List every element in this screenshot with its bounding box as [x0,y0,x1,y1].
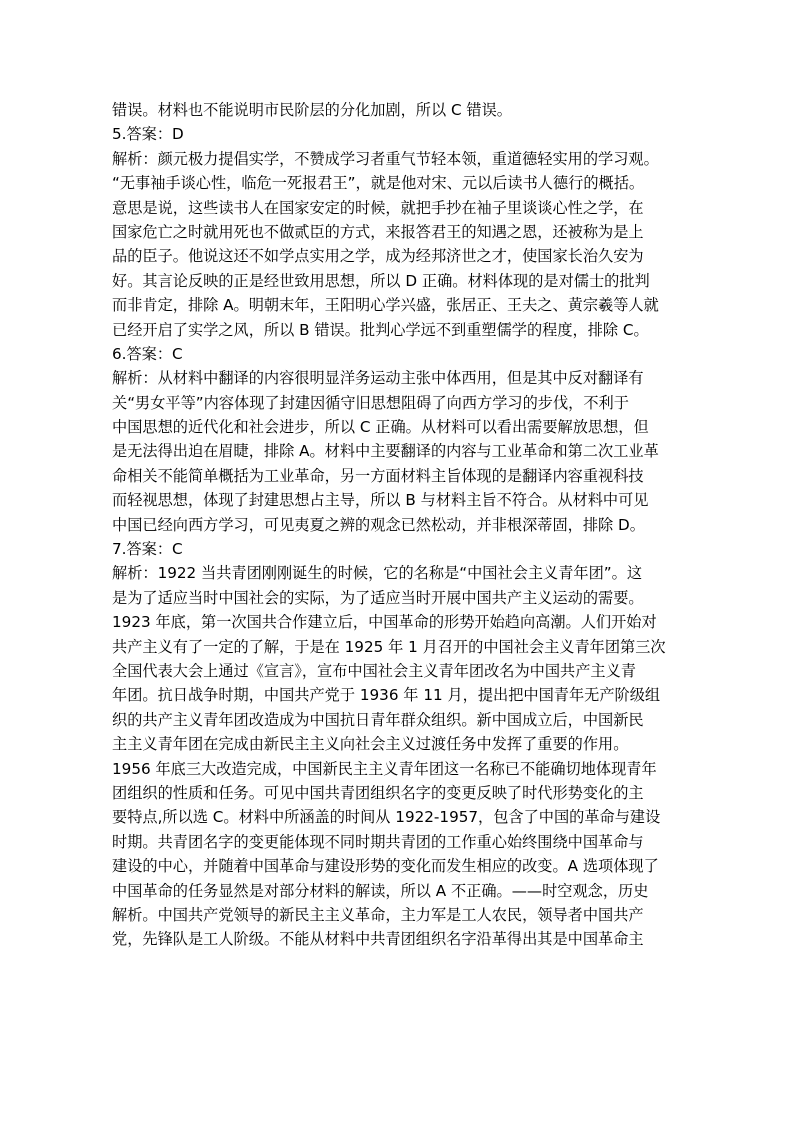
text-line: 主主义青年团在完成由新民主主义向社会主义过渡任务中发挥了重要的作用。 [112,735,629,754]
text-line: 中国思想的近代化和社会进步，所以 C 正确。从材料可以看出需要解放思想，但 [112,418,649,437]
text-line: 国家危亡之时就用死也不做贰臣的方式，来报答君王的知遇之恩，还被称为是上 [112,222,644,241]
text-line: 错误。材料也不能说明市民阶层的分化加剧，所以 C 错误。 [112,101,512,119]
text-line: 好。其言论反映的正是经世致用思想，所以 D 正确。材料体现的是对儒士的批判 [112,271,650,290]
text-line: 品的臣子。他说这还不如学点实用之学，成为经邦济世之才，使国家长治久安为 [112,247,644,266]
text-line: 织的共产主义青年团改造成为中国抗日青年群众组织。新中国成立后，中国新民 [112,710,644,729]
text-line: 建设的中心，并随着中国革命与建设形势的变化而发生相应的改变。A 选项体现了 [112,857,659,876]
text-line: 解析：1922 当共青团刚刚诞生的时候，它的名称是“中国社会主义青年团”。这 [112,564,643,583]
text-line: “无事袖手谈心性，临危一死报君王”，就是他对宋、元以后读书人德行的概括。 [112,174,645,193]
answer-heading-6: 6.答案：C [112,344,183,363]
text-line: 中国已经向西方学习，可见夷夏之辨的观念已然松动，并非根深蒂固，排除 D。 [112,515,645,534]
text-line: 关“男女平等”内容体现了封建因循守旧思想阻碍了向西方学习的步伐，不利于 [112,393,629,412]
text-line: 而非肯定，排除 A。明朝末年，王阳明心学兴盛，张居正、王夫之、黄宗羲等人就 [112,296,659,315]
answer-heading-5: 5.答案：D [112,125,184,144]
text-line: 党，先锋队是工人阶级。不能从材料中共青团组织名字沿革得出其是中国革命主 [112,930,644,949]
text-line: 是为了适应当时中国社会的实际，为了适应当时开展中国共产主义运动的需要。 [112,588,644,607]
text-line: 解析：颜元极力提倡实学，不赞成学习者重气节轻本领，重道德轻实用的学习观。 [112,149,659,168]
text-line: 1956 年底三大改造完成，中国新民主主义青年团这一名称已不能确切地体现青年 [112,759,657,778]
text-line: 解析：从材料中翻译的内容很明显洋务运动主张中体西用，但是其中反对翻译有 [112,369,644,388]
text-line: 是无法得出迫在眉睫，排除 A。材料中主要翻译的内容与工业革命和第二次工业革 [112,442,659,461]
text-line: 1923 年底，第一次国共合作建立后，中国革命的形势开始趋向高潮。人们开始对 [112,613,657,632]
text-line: 团组织的性质和任务。可见中国共青团组织名字的变更反映了时代形势变化的主 [112,783,644,802]
text-line: 要特点,所以选 C。材料中所涵盖的时间从 1922-1957，包含了中国的革命与建设 [112,808,661,827]
text-line: 中国革命的任务显然是对部分材料的解读，所以 A 不正确。——时空观念，历史 [112,881,649,900]
text-line: 意思是说，这些读书人在国家安定的时候，就把手抄在袖子里谈谈心性之学，在 [112,198,644,217]
text-line: 共产主义有了一定的了解，于是在 1925 年 1 月召开的中国社会主义青年团第三次 [112,637,666,656]
text-line: 解析。中国共产党领导的新民主主义革命，主力军是工人农民，领导者中国共产 [112,905,644,924]
document-body [112,98,692,952]
text-line: 时期。共青团名字的变更能体现不同时期共青团的工作重心始终围绕中国革命与 [112,832,644,851]
text-line: 已经开启了实学之风，所以 B 错误。批判心学远不到重塑儒学的程度，排除 C。 [112,320,649,339]
text-line: 而轻视思想，体现了封建思想占主导，所以 B 与材料主旨不符合。从材料中可见 [112,491,649,510]
text-line: 全国代表大会上通过《宣言》，宣布中国社会主义青年团改名为中国共产主义青 [112,661,636,680]
text-line: 年团。抗日战争时期，中国共产党于 1936 年 11 月，提出把中国青年无产阶级组 [112,686,661,705]
answer-heading-7: 7.答案：C [112,540,183,559]
text-line: 命相关不能简单概括为工业革命，另一方面材料主旨体现的是翻译内容重视科技 [112,466,644,485]
